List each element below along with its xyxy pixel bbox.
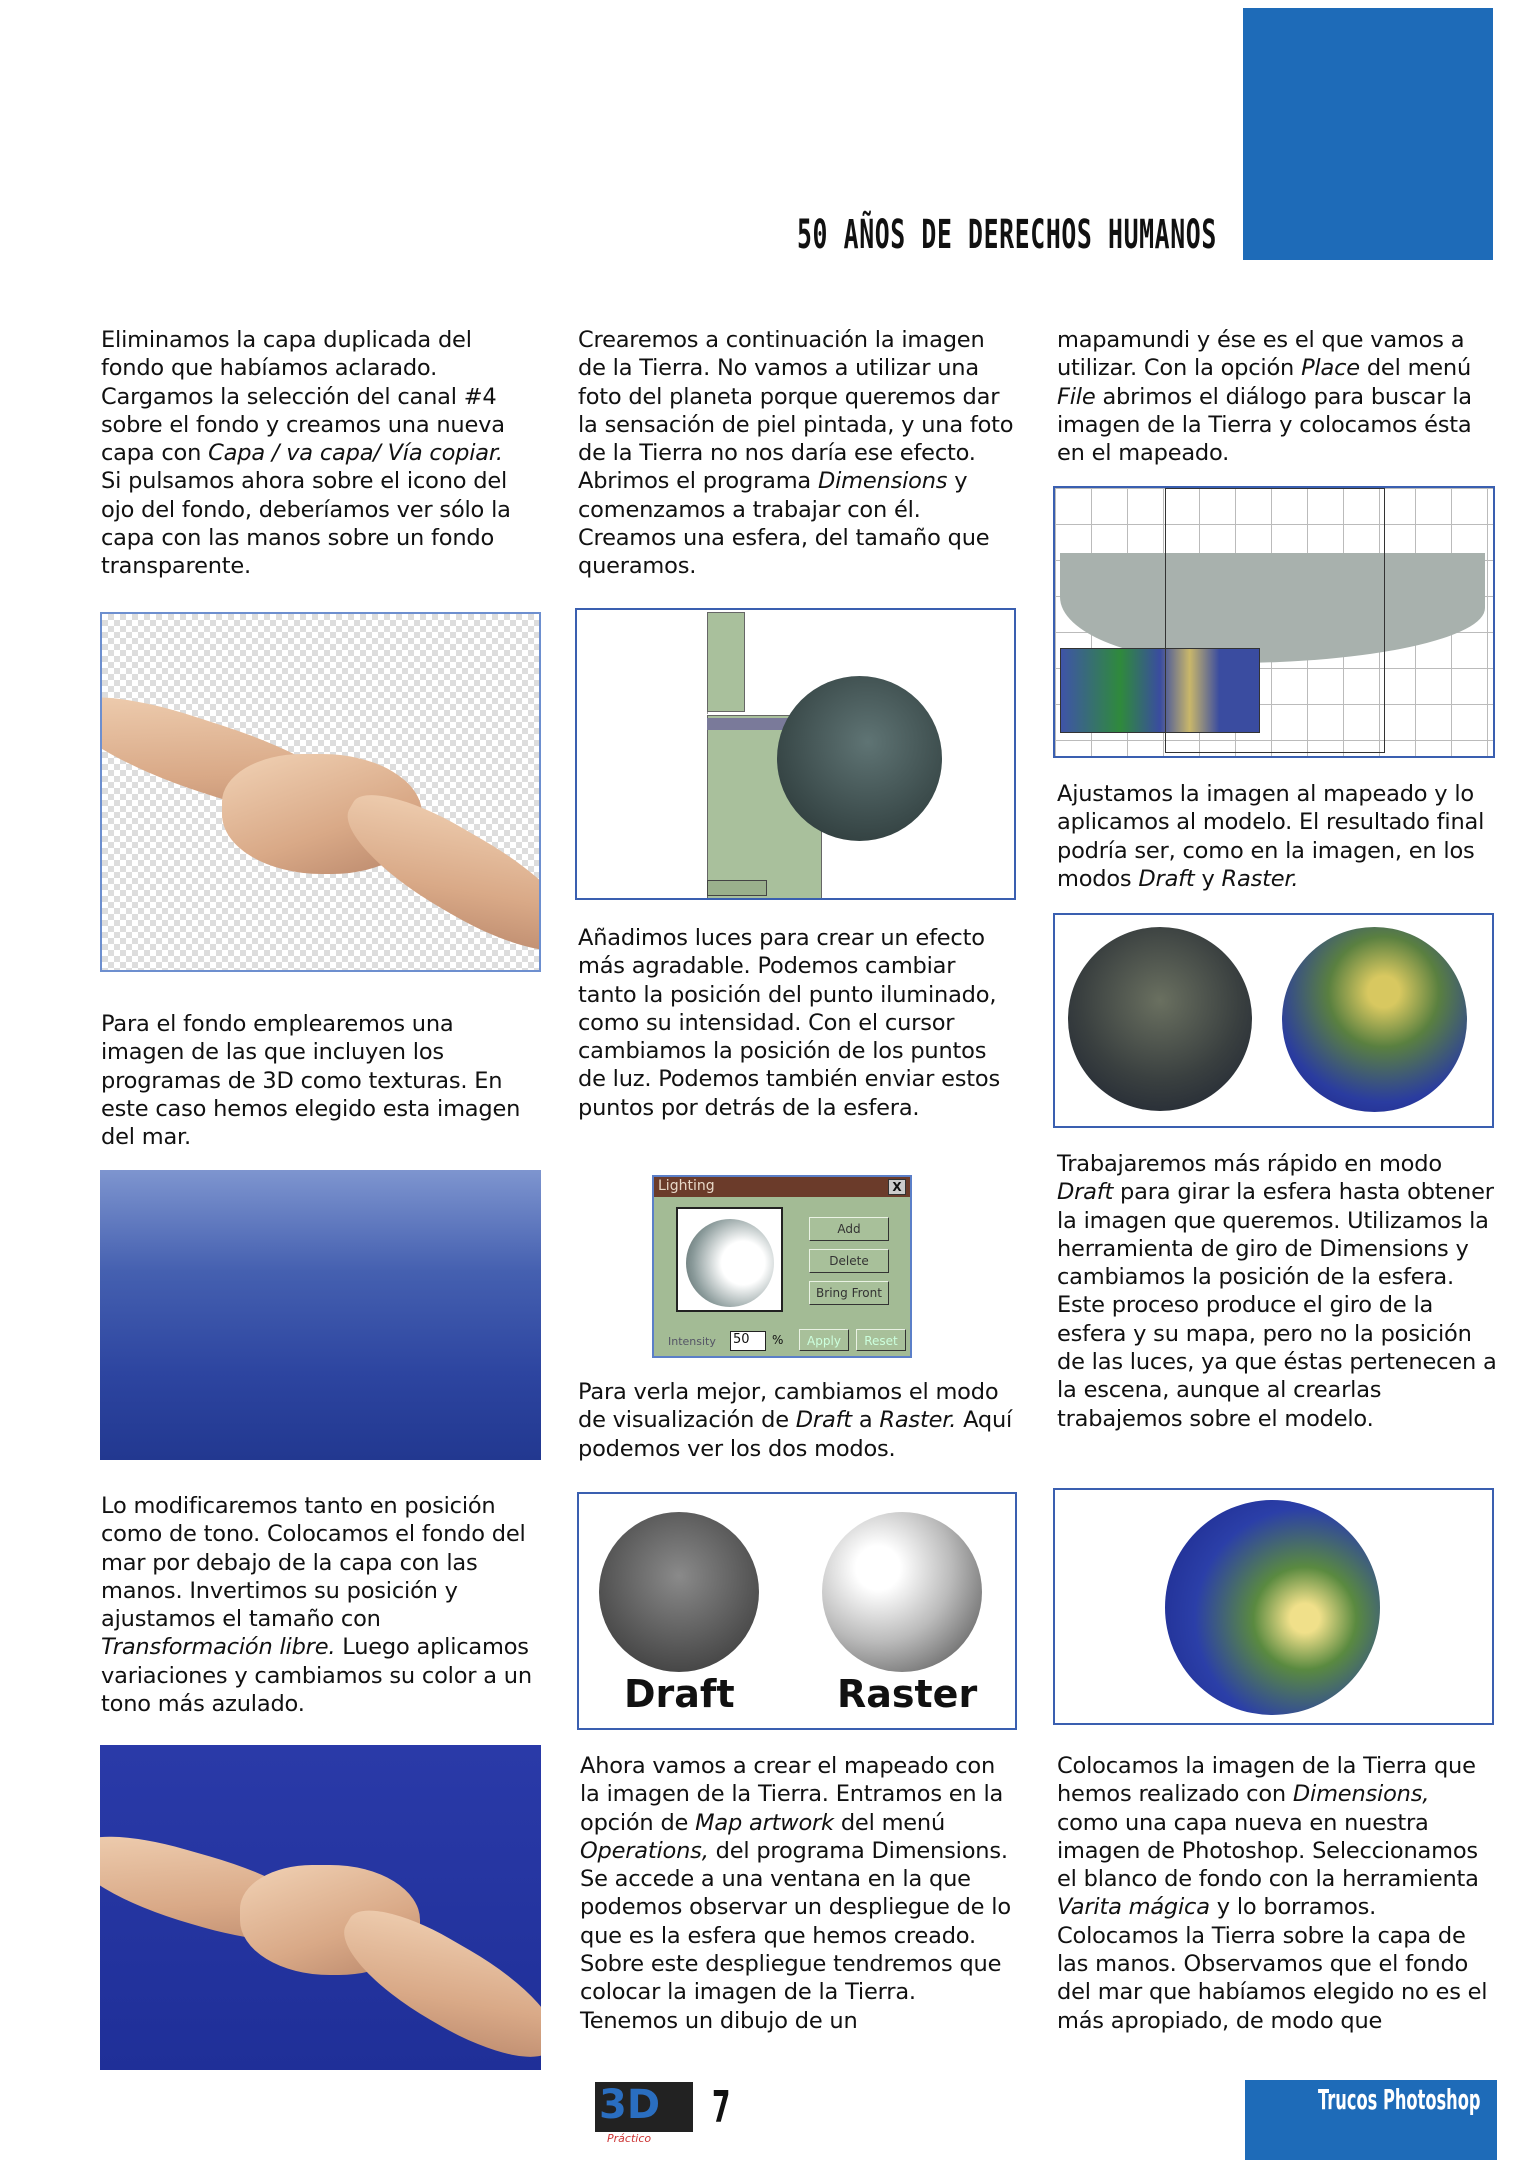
hands-transparent-image [100,612,541,972]
col3-paragraph-4: Colocamos la imagen de la Tierra que hemos realizado con Dimensions, como una capa nueva en nuestra imagen de Photoshop. Seleccionamos el blanco de fondo con la herramienta Varita mágica y lo borramos. Colocamos la Tierra sobre la capa de las manos. Observamos que el fondo del mar que habíamos elegido no es el más apropiado, de modo que [1057,1753,1488,2034]
close-icon[interactable]: X [888,1179,906,1195]
page-number: 7 [712,2082,731,2133]
col2-paragraph-4: Ahora vamos a crear el mapeado con la imagen de la Tierra. Entramos en la opción de Map artwork del menú Operations, del programa Dimensions. Se accede a una ventana en la que podemos observar un despliegue de lo que es la esfera que hemos creado. Sobre este despliegue tendremos que colocar la imagen de la Tierra. Tenemos un dibujo de un [580,1753,1011,2034]
add-light-button[interactable]: Add [809,1217,889,1241]
draft-raster-comparison-image [577,1492,1017,1730]
col2-paragraph-1: Crearemos a continuación la imagen de la Tierra. No vamos a utilizar una foto del planeta porque queremos dar la sensación de piel pintada, y una foto de la Tierra no nos daría ese efecto. Abrimos el programa Dimensions y comenzamos a trabajar con él. Creamos una esfera, del tamaño que queramos. [578,327,1014,580]
earth-draft-raster-image [1053,913,1494,1128]
intensity-input[interactable]: 50 [730,1331,766,1351]
col3-paragraph-3: Trabajaremos más rápido en modo Draft para girar la esfera hasta obtener la imagen que queremos. Utilizamos la herramienta de giro de Dimensions y cambiamos la posición de la esfera. Este proceso produce el giro de la esfera y su mapa, pero no la posición de las luces, ya que éstas pertenecen a la escena, aunque al crearlas trabajemos sobre el modelo. [1057,1151,1497,1432]
intensity-label: Intensity [668,1335,716,1348]
delete-light-button[interactable]: Delete [809,1249,889,1273]
draft-label: Draft [624,1672,735,1716]
dimensions-sphere-screenshot [575,608,1016,900]
map-artwork-image [1053,486,1495,758]
col1-paragraph-1: Eliminamos la capa duplicada del fondo que habíamos aclarado. Cargamos la selección del canal #4 sobre el fondo y creamos una nueva capa con Capa / va capa/ Vía copiar. Si pulsamos ahora sobre el icono del ojo del fondo, deberíamos ver sólo la capa con las manos sobre un fondo transparente. [101,327,511,580]
bring-front-button[interactable]: Bring Front [809,1281,889,1305]
page-title: 50 AÑOS DE DERECHOS HUMANOS [797,212,1217,258]
col1-paragraph-2: Para el fondo emplearemos una imagen de las que incluyen los programas de 3D como texturas. En este caso hemos elegido esta imagen del mar. [101,1011,521,1151]
sphere-draft [777,676,942,841]
magazine-logo: 3D Práctico [595,2082,695,2142]
hands-on-sea-image [100,1745,541,2070]
col3-paragraph-1: mapamundi y ése es el que vamos a utilizar. Con la opción Place del menú File abrimos el diálogo para buscar la imagen de la Tierra y colocamos ésta en el mapeado. [1057,327,1472,467]
lighting-dialog-title: Lighting [658,1178,715,1194]
section-label: Trucos Photoshop [1318,2083,1481,2116]
apply-button[interactable]: Apply [799,1329,849,1351]
lighting-dialog [652,1175,912,1358]
raster-label: Raster [837,1672,978,1716]
light-preview[interactable] [676,1207,783,1312]
col2-paragraph-2: Añadimos luces para crear un efecto más agradable. Podemos cambiar tanto la posición del punto iluminado, como su intensidad. Con el cursor cambiamos la posición de los puntos de luz. Podemos también enviar estos puntos por detrás de la esfera. [578,925,1000,1121]
col3-paragraph-2: Ajustamos la imagen al mapeado y lo aplicamos al modelo. El resultado final podría ser, como en la imagen, en los modos Draft y Raster. [1057,781,1485,892]
reset-button[interactable]: Reset [856,1329,906,1351]
sea-image [100,1170,541,1460]
header-color-block [1243,8,1493,260]
rotated-earth-image [1053,1488,1494,1725]
col2-paragraph-3: Para verla mejor, cambiamos el modo de visualización de Draft a Raster. Aquí podemos ver los dos modos. [578,1379,1013,1462]
col1-paragraph-3: Lo modificaremos tanto en posición como de tono. Colocamos el fondo del mar por debajo de la capa con las manos. Invertimos su posición y ajustamos el tamaño con Transformación libre. Luego aplicamos variaciones y cambiamos su color a un tono más azulado. [101,1493,532,1718]
percent-label: % [772,1333,784,1347]
